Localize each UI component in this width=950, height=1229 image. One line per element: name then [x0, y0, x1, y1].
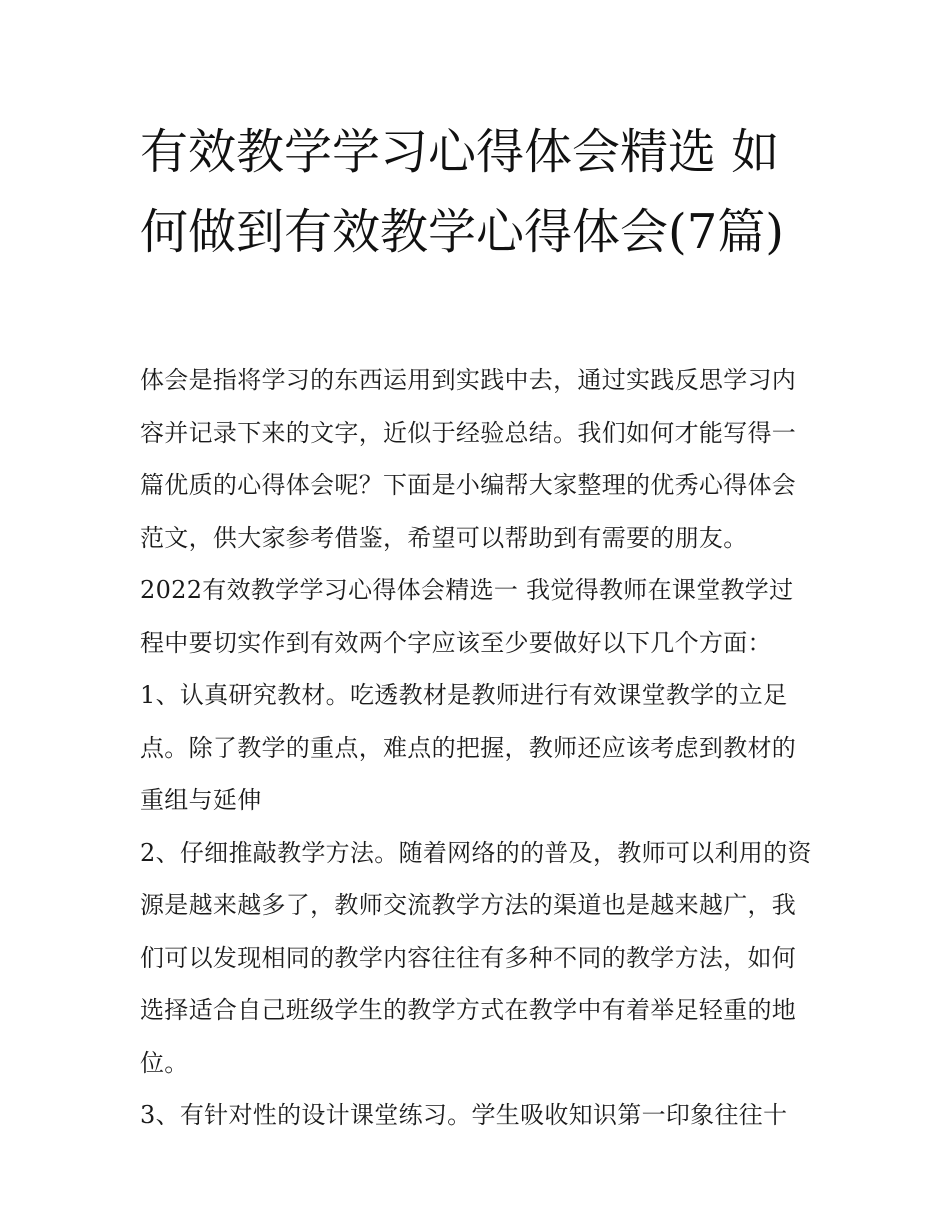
intro-paragraph: 体会是指将学习的东西运用到实践中去，通过实践反思学习内容并记录下来的文字，近似于经验总结。我们如何才能写得一篇优质的心得体会呢？下面是小编帮大家整理的优秀心得体会范文，供大家参考借鉴，希望可以帮助到有需要的朋友。	[140, 366, 797, 552]
section-one-intro-paragraph: 2022有效教学学习心得体会精选一 我觉得教师在课堂教学过程中要切实作到有效两个字应该至少要做好以下几个方面：	[140, 576, 794, 657]
point-three-paragraph: 3、有针对性的设计课堂练习。学生吸收知识第一印象往往十	[140, 1101, 788, 1129]
document-title: 有效教学学习心得体会精选 如何做到有效教学心得体会(7篇)	[140, 124, 784, 260]
point-two-paragraph: 2、仔细推敲教学方法。随着网络的的普及，教师可以利用的资源是越来越多了，教师交流教学方法的渠道也是越来越广，我们可以发现相同的教学内容往往有多种不同的教学方法，如何选择适合自己班级学生的教学方式在教学中有着举足轻重的地位。	[140, 838, 812, 1077]
document-body	[140, 354, 815, 1142]
point-one-paragraph: 1、认真研究教材。吃透教材是教师进行有效课堂教学的立足点。除了教学的重点，难点的把握，教师还应该考虑到教材的重组与延伸	[140, 681, 797, 814]
